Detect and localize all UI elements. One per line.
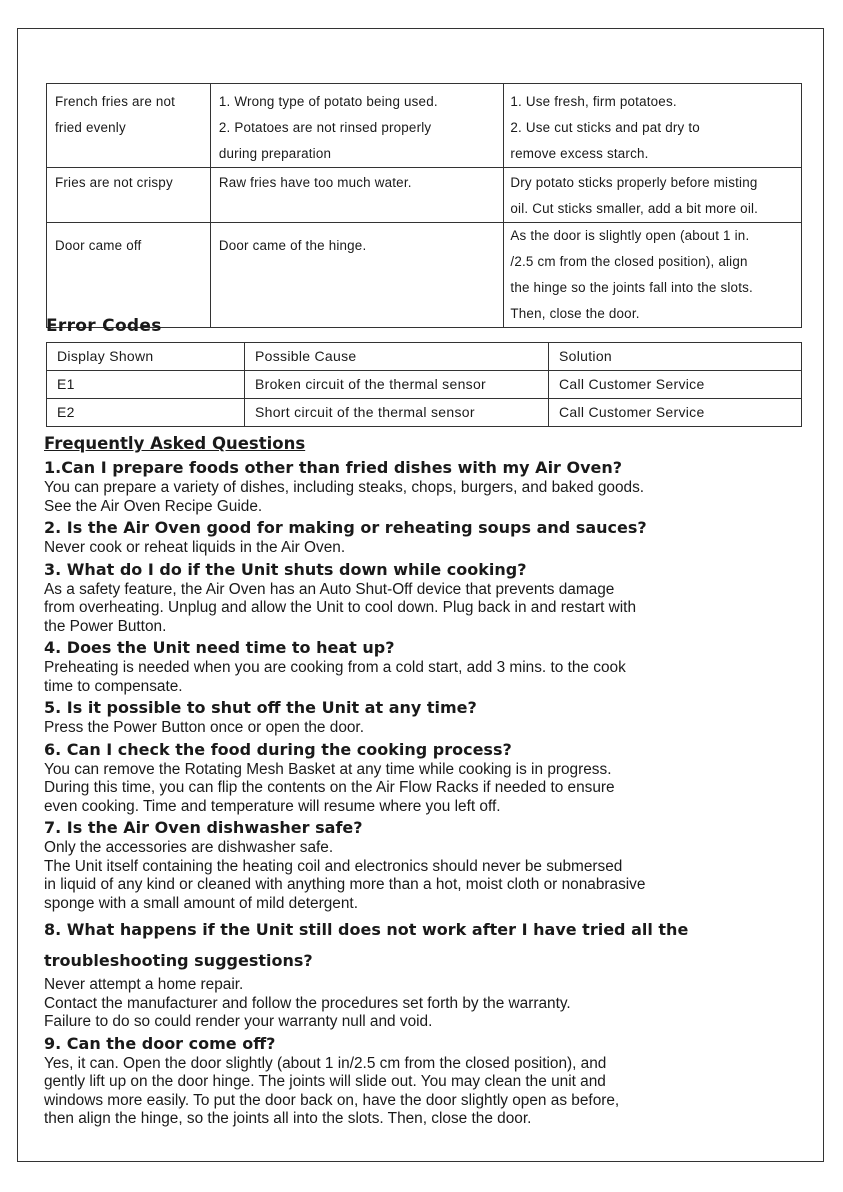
answer-line: windows more easily. To put the door back on, have the door slightly open as before,	[44, 1091, 620, 1109]
error-code: E1	[47, 371, 245, 399]
table-row	[47, 168, 802, 223]
problem-line: Door came off	[55, 238, 142, 253]
solution-line: 1. Use fresh, firm potatoes.	[510, 94, 677, 109]
problem-line: Fries are not crispy	[55, 175, 173, 190]
answer-line: See the Air Oven Recipe Guide.	[44, 497, 263, 515]
table-row	[47, 371, 802, 399]
error-cause: Broken circuit of the thermal sensor	[245, 371, 549, 399]
answer-line: Preheating is needed when you are cooking from a cold start, add 3 mins. to the cook	[44, 659, 626, 676]
table-header-row	[47, 343, 802, 371]
cause-line: 2. Potatoes are not rinsed properly	[218, 120, 432, 135]
faq-answer	[44, 839, 804, 913]
answer-line: Contact the manufacturer and follow the procedures set forth by the warranty.	[44, 994, 571, 1012]
error-solution: Call Customer Service	[549, 371, 802, 399]
cause-line: Raw fries have too much water.	[218, 175, 412, 190]
answer-line: Yes, it can. Open the door slightly (about 1 in/2.5 cm from the closed position), and	[44, 1054, 607, 1072]
answer-line: During this time, you can flip the contents on the Air Flow Racks if needed to ensure	[44, 779, 615, 796]
header-solution: Solution	[549, 343, 802, 371]
answer-line: As a safety feature, the Air Oven has an Auto Shut-Off device that prevents damage	[44, 580, 615, 598]
answer-line: Press the Power Button once or open the door.	[44, 719, 364, 736]
table-row	[47, 84, 802, 168]
troubleshooting-table	[46, 83, 802, 328]
solution-line: Dry potato sticks properly before misting	[510, 175, 758, 190]
problem-line: fried evenly	[55, 120, 126, 135]
faq-answer	[44, 719, 804, 738]
cause-line: 1. Wrong type of potato being used.	[218, 94, 438, 109]
problem-cell	[47, 223, 211, 328]
error-codes-heading: Error Codes	[46, 316, 162, 336]
header-display: Display Shown	[47, 343, 245, 371]
cause-line: Door came of the hinge.	[218, 238, 367, 253]
header-cause: Possible Cause	[245, 343, 549, 371]
faq-question: 5. Is it possible to shut off the Unit at any time?	[44, 698, 477, 717]
problem-cell	[47, 84, 211, 168]
answer-line: The Unit itself containing the heating coil and electronics should never be submersed	[44, 857, 623, 875]
error-code: E2	[47, 399, 245, 427]
error-cause: Short circuit of the thermal sensor	[245, 399, 549, 427]
answer-line: from overheating. Unplug and allow the Unit to cool down. Plug back in and restart with	[44, 599, 637, 616]
answer-line: Never attempt a home repair.	[44, 976, 244, 993]
faq-question: 3. What do I do if the Unit shuts down while cooking?	[44, 559, 527, 579]
faq-answer	[44, 1055, 804, 1129]
solution-line: As the door is slightly open (about 1 in.	[510, 228, 750, 243]
faq-question: 1.Can I prepare foods other than fried dishes with my Air Oven?	[44, 458, 623, 477]
faq-question: 6. Can I check the food during the cooking process?	[44, 739, 512, 759]
faq-answer	[44, 539, 804, 558]
faq-answer	[44, 659, 804, 696]
faq-answer	[44, 479, 804, 516]
solution-line: the hinge so the joints fall into the slots.	[510, 280, 753, 295]
faq-answer	[44, 581, 804, 637]
solution-cell	[504, 84, 802, 168]
answer-line: You can prepare a variety of dishes, including steaks, chops, burgers, and baked goods.	[44, 479, 645, 496]
solution-cell	[504, 223, 802, 328]
faq-heading: Frequently Asked Questions	[44, 434, 306, 453]
solution-cell	[504, 168, 802, 223]
cause-cell	[210, 223, 504, 328]
answer-line: Failure to do so could render your warranty null and void.	[44, 1013, 433, 1030]
faq-answer	[44, 761, 804, 817]
answer-line: time to compensate.	[44, 677, 183, 695]
table-row	[47, 223, 802, 328]
cause-cell	[210, 168, 504, 223]
answer-line: Only the accessories are dishwasher safe.	[44, 839, 334, 856]
solution-line: /2.5 cm from the closed position), align	[510, 254, 748, 269]
faq-section	[44, 433, 804, 1130]
faq-question: 7. Is the Air Oven dishwasher safe?	[44, 818, 363, 837]
error-solution: Call Customer Service	[549, 399, 802, 427]
solution-line: 2. Use cut sticks and pat dry to	[510, 120, 700, 135]
faq-question: 4. Does the Unit need time to heat up?	[44, 638, 395, 657]
table-row	[47, 399, 802, 427]
solution-line: Then, close the door.	[510, 306, 640, 321]
problem-cell	[47, 168, 211, 223]
answer-line: gently lift up on the door hinge. The joints will slide out. You may clean the unit and	[44, 1073, 606, 1090]
solution-line: oil. Cut sticks smaller, add a bit more oil.	[510, 201, 759, 216]
answer-line: even cooking. Time and temperature will resume where you left off.	[44, 797, 501, 815]
cause-cell	[210, 84, 504, 168]
cause-line: during preparation	[218, 146, 332, 161]
error-codes-table	[46, 342, 802, 427]
faq-question: 2. Is the Air Oven good for making or reheating soups and sauces?	[44, 518, 647, 537]
faq-question: 8. What happens if the Unit still does not work after I have tried all the troubleshooting suggestions?	[44, 920, 689, 970]
problem-line: French fries are not	[55, 94, 176, 109]
faq-answer	[44, 976, 804, 1032]
answer-line: sponge with a small amount of mild detergent.	[44, 894, 358, 912]
answer-line: Never cook or reheat liquids in the Air Oven.	[44, 539, 346, 556]
faq-question: 9. Can the door come off?	[44, 1033, 276, 1053]
answer-line: the Power Button.	[44, 617, 167, 635]
solution-line: remove excess starch.	[510, 146, 649, 161]
answer-line: You can remove the Rotating Mesh Basket at any time while cooking is in progress.	[44, 760, 612, 778]
answer-line: in liquid of any kind or cleaned with anything more than a hot, moist cloth or nonabrasive	[44, 876, 646, 893]
answer-line: then align the hinge, so the joints all into the slots. Then, close the door.	[44, 1110, 532, 1127]
